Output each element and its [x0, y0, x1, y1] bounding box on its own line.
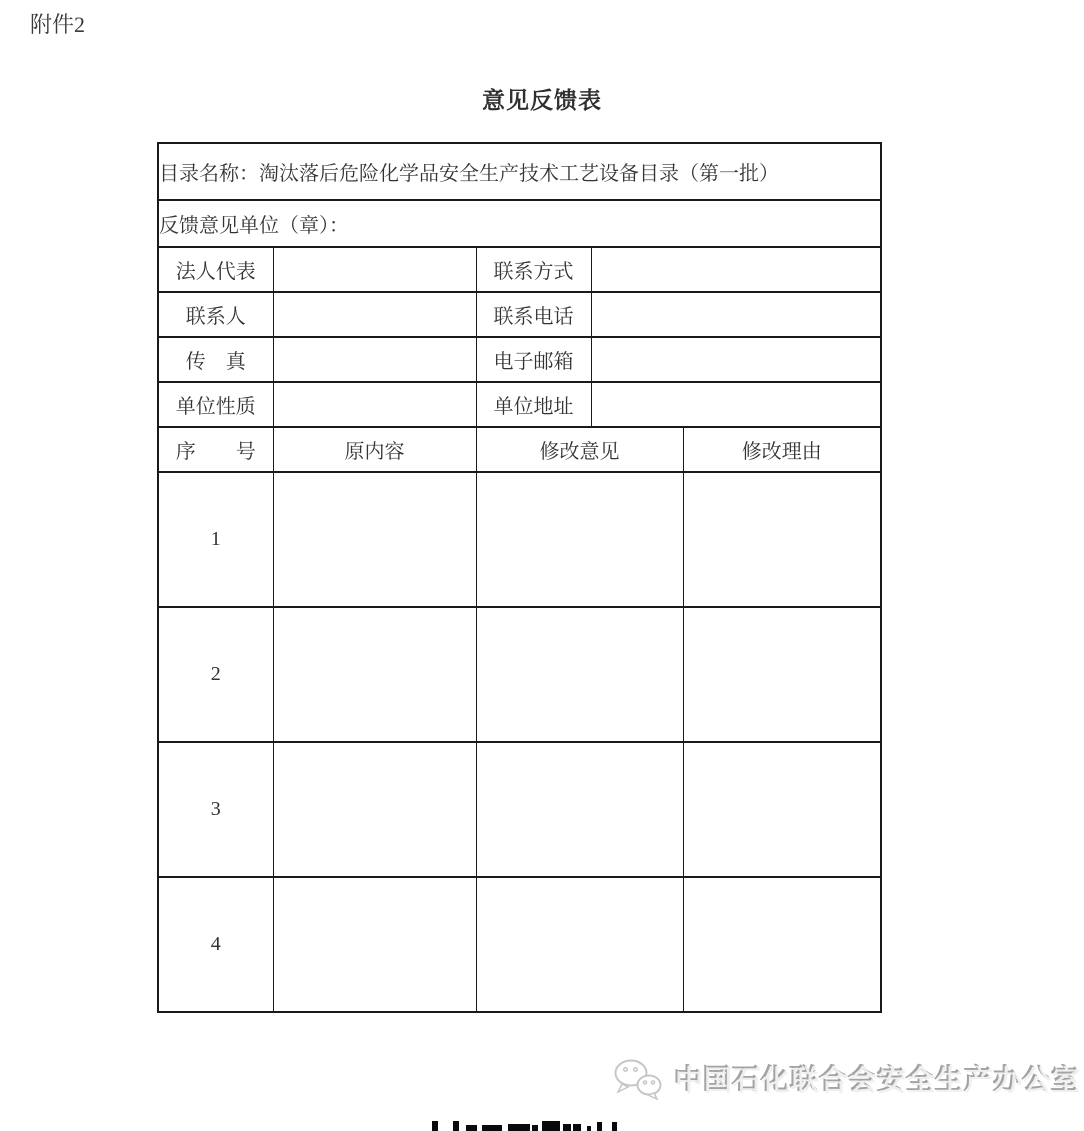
- table-row: [158, 337, 881, 382]
- original-content-cell: [273, 607, 476, 742]
- suggestion-cell: [476, 472, 683, 607]
- email-value: [591, 337, 881, 382]
- table-row: [158, 292, 881, 337]
- contact-method-value: [591, 247, 881, 292]
- original-content-cell: [273, 472, 476, 607]
- table-row: [158, 877, 881, 1012]
- contact-person-label: 联系人: [158, 292, 273, 337]
- header-reason: 修改理由: [683, 427, 881, 472]
- wechat-icon: [612, 1058, 666, 1100]
- suggestion-cell: [476, 742, 683, 877]
- suggestion-cell: [476, 877, 683, 1012]
- reason-cell: [683, 607, 881, 742]
- attachment-label: 附件2: [30, 12, 86, 37]
- original-content-cell: [273, 877, 476, 1012]
- page-title: 意见反馈表: [482, 88, 602, 113]
- row-number: 4: [158, 877, 273, 1012]
- contact-phone-label: 联系电话: [476, 292, 591, 337]
- header-suggestion: 修改意见: [476, 427, 683, 472]
- legal-rep-label: 法人代表: [158, 247, 273, 292]
- table-row: [158, 472, 881, 607]
- cropped-bottom-banner: [432, 1119, 627, 1131]
- feedback-unit-cell: 反馈意见单位（章）：: [158, 200, 881, 247]
- table-row: [158, 247, 881, 292]
- legal-rep-value: [273, 247, 476, 292]
- feedback-form-table: [157, 142, 882, 1013]
- wechat-watermark: [612, 1058, 1081, 1100]
- row-number: 1: [158, 472, 273, 607]
- table-row: [158, 382, 881, 427]
- contact-phone-value: [591, 292, 881, 337]
- header-original-content: 原内容: [273, 427, 476, 472]
- row-number: 2: [158, 607, 273, 742]
- email-label: 电子邮箱: [476, 337, 591, 382]
- reason-cell: [683, 742, 881, 877]
- unit-address-label: 单位地址: [476, 382, 591, 427]
- row-number: 3: [158, 742, 273, 877]
- table-row: [158, 607, 881, 742]
- catalog-name-cell: 目录名称：淘汰落后危险化学品安全生产技术工艺设备目录（第一批）: [158, 143, 881, 200]
- table-header-row: [158, 427, 881, 472]
- table-row: [158, 742, 881, 877]
- contact-person-value: [273, 292, 476, 337]
- contact-method-label: 联系方式: [476, 247, 591, 292]
- unit-address-value: [591, 382, 881, 427]
- unit-type-value: [273, 382, 476, 427]
- reason-cell: [683, 877, 881, 1012]
- fax-value: [273, 337, 476, 382]
- fax-label: 传 真: [158, 337, 273, 382]
- unit-type-label: 单位性质: [158, 382, 273, 427]
- wechat-account-name: 中国石化联合会安全生产办公室: [675, 1065, 1082, 1096]
- reason-cell: [683, 472, 881, 607]
- header-serial-no: 序 号: [158, 427, 273, 472]
- table-row: [158, 143, 881, 200]
- original-content-cell: [273, 742, 476, 877]
- table-row: [158, 200, 881, 247]
- suggestion-cell: [476, 607, 683, 742]
